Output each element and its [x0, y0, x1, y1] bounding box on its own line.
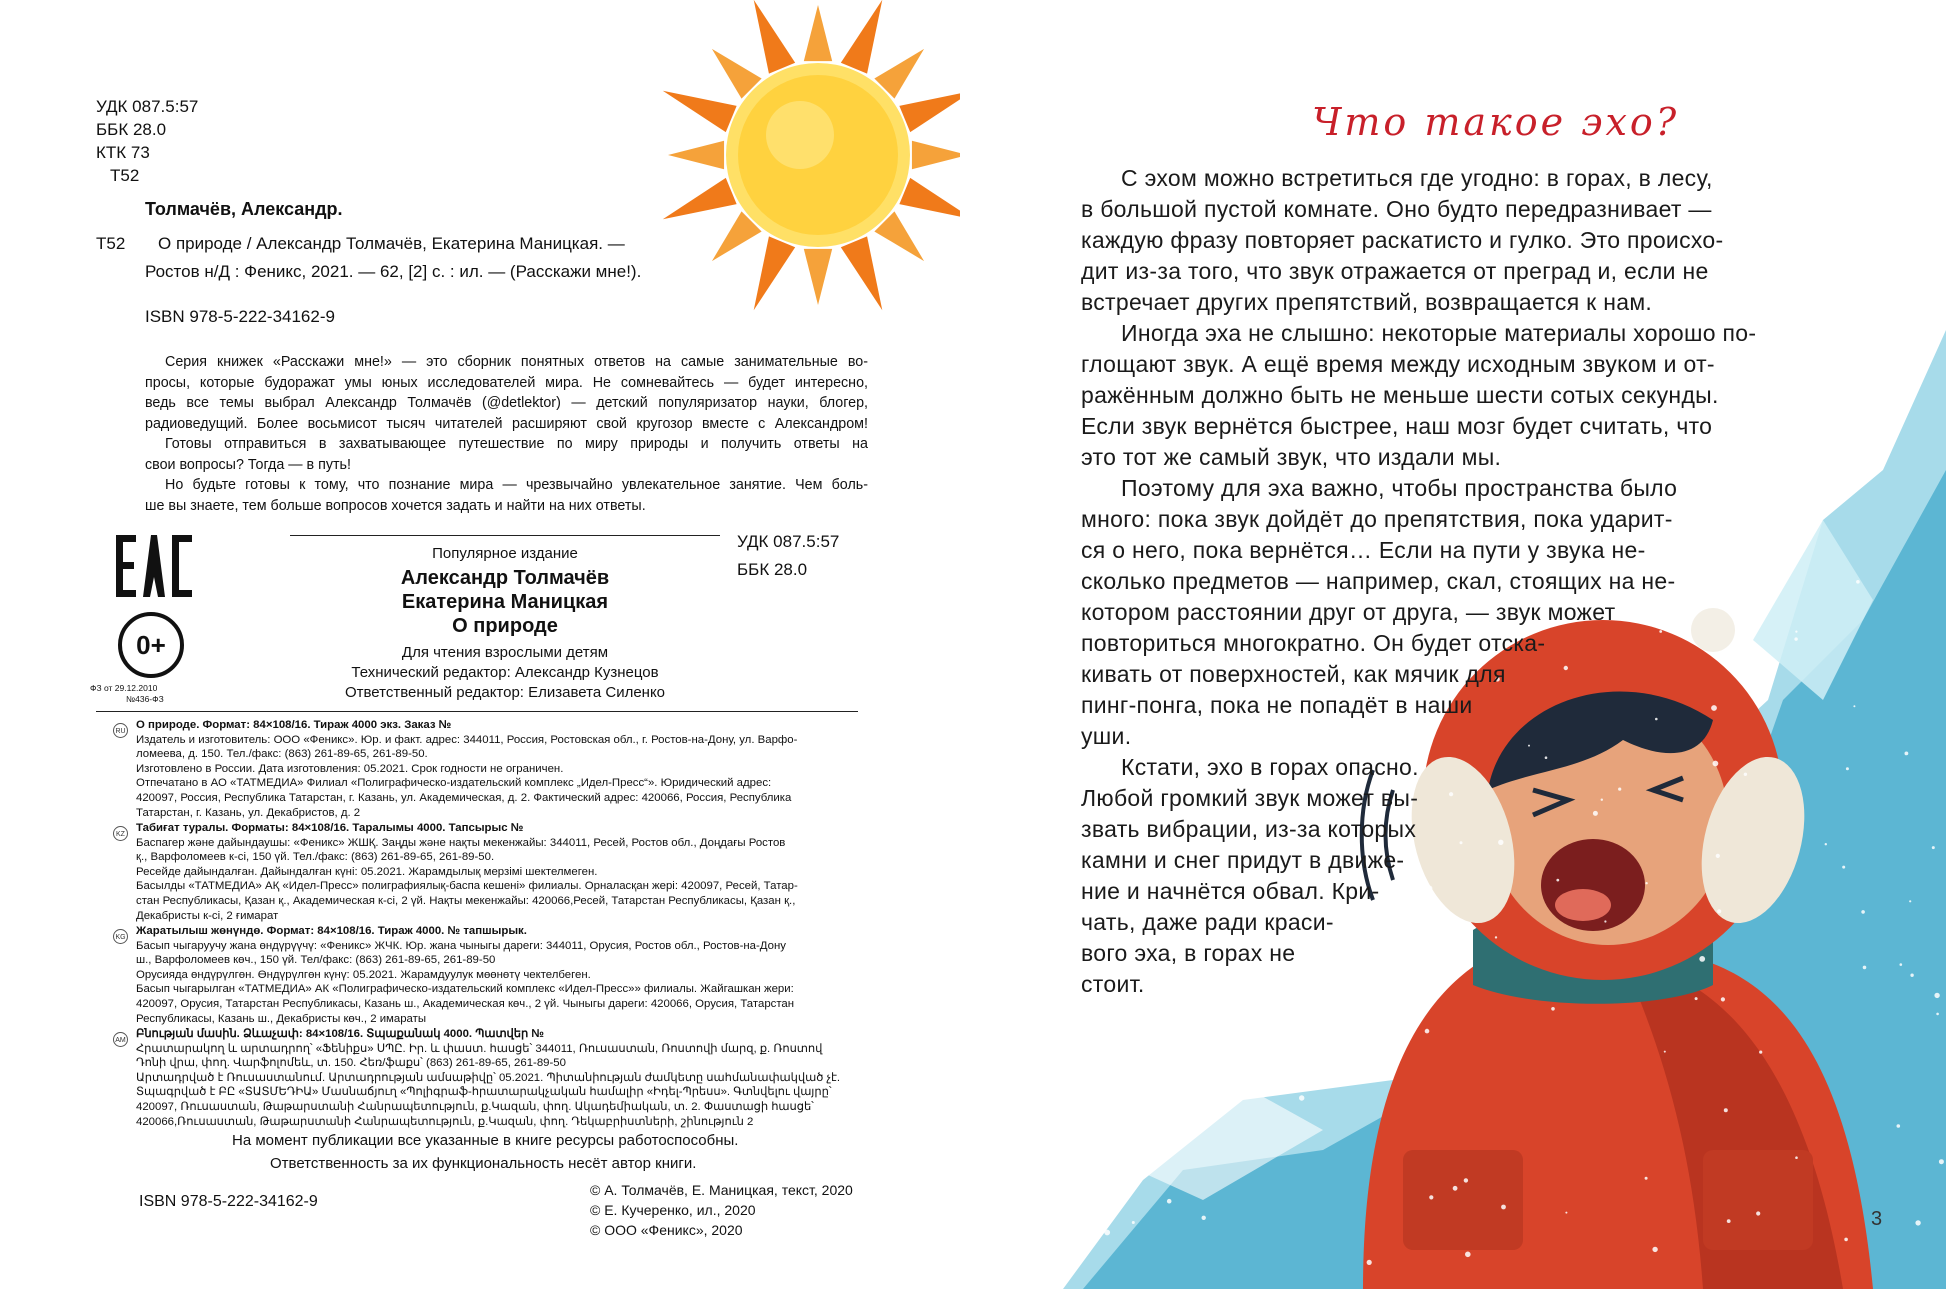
resp-editor: Ответственный редактор: Елизавета Силенко	[344, 684, 666, 701]
snow-dot	[1271, 1078, 1274, 1081]
snow-dot	[1464, 1178, 1468, 1182]
snow-dot	[1655, 718, 1658, 721]
snow-dot	[1202, 1216, 1206, 1220]
snow-dot	[1299, 1095, 1304, 1100]
imprint-kg	[136, 924, 856, 1026]
snow-dot	[1264, 728, 1269, 733]
imprint-line: Басып чыгарылган «ТАТМЕДИА» АК «Полиграфическо-издательский комплекс «Идел-Пресс»» филиалы. Жайгашкан жери:	[136, 983, 794, 996]
snow-dot	[1638, 605, 1641, 608]
imprint-line: Արտադրված է Ռուսաստանում. Արտադրության ամսաթիվը՝ 05.2021. Պիտանիության ժամկետը սահմանափակված չէ.	[136, 1071, 841, 1084]
imprint-ru	[136, 718, 856, 820]
imprint-line: Баспагер және дайындаушы: «Феникс» ЖШҚ. Заңды және нақты мекенжайы: 344011, Ресей, Ростов обл., Доңдағы Ростов	[136, 836, 786, 849]
snow-dot	[1069, 1088, 1073, 1092]
snow-dot	[1067, 778, 1071, 782]
imprint-line: Басып чыгаруучу жана өндүрүүчү: «Феникс» ЖЧК. Юр. жана чыныгы дареги: 344011, Орусия, Ростов обл., Ростов-на-Дону	[136, 939, 786, 952]
snow-dot	[1357, 932, 1361, 936]
bib-line-2: Ростов н/Д : Феникс, 2021. — 62, [2] с. : ил. — (Расскажи мне!).	[145, 262, 642, 281]
snow-dot	[1716, 854, 1720, 858]
chapter-body-line: уши.	[1081, 723, 1132, 749]
lang-badge-ru: RU	[113, 723, 128, 738]
snow-dot	[1721, 997, 1725, 1001]
series-line: Но будьте готовы к тому, что познание мира — чрезвычайно увлекательное занятие. Чем боль-	[165, 477, 868, 493]
copyright-line: © А. Толмачёв, Е. Маницкая, текст, 2020	[590, 1182, 853, 1198]
imprint-line: ш., Варфоломеев көч., 150 үй. Тел/факс: (863) 261-89-65, 261-89-50	[136, 954, 496, 967]
chapter-body-line: пинг-понга, пока не попадёт в наши	[1081, 692, 1473, 718]
snow-dot	[1498, 840, 1503, 845]
chapter-body-line: звать вибрации, из-за которых	[1081, 816, 1417, 842]
sun-ray	[754, 0, 795, 74]
snow-dot	[1900, 963, 1903, 966]
snow-dot	[1932, 846, 1935, 849]
udk-right: УДК 087.5:57	[737, 532, 840, 551]
snow-dot	[1695, 997, 1698, 1000]
chapter-body-line: ражённым должно быть не меньше шести сотых секунды.	[1081, 382, 1719, 408]
coat-pocket	[1403, 1150, 1523, 1250]
series-line: Серия книжек «Расскажи мне!» — это сборник понятных ответов на самые занимательные во-	[165, 354, 868, 370]
sun-ray	[899, 178, 960, 219]
fz-line-1: ФЗ от 29.12.2010	[90, 683, 158, 693]
chapter-body-line: повториться многократно. Он будет отска-	[1081, 630, 1546, 656]
snow-dot	[1104, 1230, 1110, 1236]
snow-dot	[1645, 882, 1647, 884]
snow-dot	[1861, 910, 1865, 914]
snow-dot	[1528, 745, 1530, 747]
snow-dot	[1910, 974, 1913, 977]
snow-dot	[1601, 799, 1603, 801]
snow-dot	[1429, 1195, 1433, 1199]
imprint-line: Жаратылыш жөнүндө. Формат: 84×108/16. Тираж 4000. № тапшырык.	[136, 925, 527, 937]
snow-dot	[1618, 788, 1621, 791]
snow-dot	[1551, 1007, 1555, 1011]
sun-illustration	[650, 0, 960, 330]
snow-dot	[1853, 705, 1855, 707]
snow-dot	[1565, 1212, 1567, 1214]
snow-dot	[1897, 1124, 1901, 1128]
series-line: свои вопросы? Тогда — в путь!	[145, 456, 351, 473]
snow-dot	[1724, 1108, 1728, 1112]
fz-line-2: №436-ФЗ	[126, 694, 164, 704]
bbk-code: ББК 28.0	[96, 120, 167, 139]
eac-mark-icon	[116, 535, 192, 597]
snow-dot	[1756, 1211, 1760, 1215]
coat-pocket	[1703, 1150, 1813, 1250]
imprint-line: ломеева, д. 150. Тел./факс: (863) 261-89-65, 261-89-50.	[136, 748, 428, 761]
author-heading: Толмачёв, Александр.	[145, 199, 343, 219]
chapter-body-line: стоит.	[1081, 971, 1145, 997]
snow-dot	[1711, 705, 1717, 711]
snow-dot	[1167, 1199, 1172, 1204]
chapter-body-line: кивать от поверхностей, как мячик для	[1081, 661, 1506, 687]
snow-dot	[1269, 1023, 1272, 1026]
series-line: просы, которые будоражат умы юных исследователей мира. Не сомневайтесь — будет интересно,	[145, 374, 868, 391]
bib-line-1: О природе / Александр Толмачёв, Екатерина Маницкая. —	[158, 234, 625, 253]
chapter-body-line: котором расстоянии друг от друга, — звук может	[1081, 599, 1616, 625]
snow-dot	[1132, 1221, 1135, 1224]
udk-code: УДК 087.5:57	[96, 97, 199, 116]
copyright-line: © ООО «Феникс», 2020	[590, 1222, 743, 1238]
sun-ray	[899, 91, 960, 132]
snow-dot	[1063, 878, 1065, 882]
snow-dot	[1428, 886, 1433, 891]
page-number: 3	[1871, 1208, 1883, 1230]
snow-dot	[1664, 1051, 1666, 1053]
snow-dot	[1460, 841, 1463, 844]
resources-line-1: На момент публикации все указанные в книге ресурсы работоспособны.	[232, 1132, 739, 1149]
snow-dot	[1645, 1177, 1648, 1180]
tech-editor: Технический редактор: Александр Кузнецов	[351, 664, 659, 681]
ktk-code: КТК 73	[96, 143, 150, 162]
book-title: О природе	[452, 615, 558, 637]
snow-dot	[1795, 631, 1797, 633]
chapter-body-line: сколько предметов — например, скал, стоящих на не-	[1081, 568, 1676, 594]
snow-dot	[1934, 993, 1939, 998]
snow-dot	[1699, 956, 1705, 962]
snow-dot	[1909, 900, 1911, 902]
imprint-line: Տպագրված է ԲԸ «ՏԱՏՄԵԴԻԱ» Մասնաճյուղ «Պոլիգրաֆ-հրատարակչական համալիր «Իդել-Պրեսս». Գտնվելու վայրը՝	[136, 1086, 832, 1099]
series-description	[145, 352, 868, 516]
snow-dot	[1465, 1252, 1471, 1258]
snow-dot	[1825, 843, 1827, 845]
imprint-divider	[96, 711, 858, 712]
snow-dot	[1863, 966, 1867, 970]
series-line: ведь все темы выбрал Александр Толмачёв (@detlektor) — детский популяризатор науки, блогер,	[145, 395, 868, 411]
snow-dot	[1197, 1049, 1202, 1054]
chapter-body-line: Любой громкий звук может вы-	[1081, 785, 1419, 811]
snow-dot	[1173, 1066, 1178, 1071]
age-rating-badge: 0+	[118, 612, 184, 678]
imprint-kz	[136, 821, 856, 923]
chapter-title: Что такое эхо?	[1312, 100, 1680, 144]
imprint-line: Հրատարակող և արտադրող՝ «Ֆենիքս» ՍՊԸ. Իր. և փաստ. հասցե՝ 344011, Ռուսաստան, Ռոստովի մարզ, ք. Ռոստով	[136, 1042, 823, 1055]
snow-dot	[1717, 909, 1721, 913]
snow-dot	[1727, 1219, 1731, 1223]
snow-dot	[1846, 767, 1849, 770]
isbn-bottom: ISBN 978-5-222-34162-9	[139, 1193, 318, 1210]
chapter-body-line: каждую фразу повторяет раскатисто и гулко. Это происхо-	[1081, 227, 1724, 253]
snow-dot	[1604, 920, 1606, 922]
chapter-body-line: Кстати, эхо в горах опасно.	[1121, 754, 1419, 780]
snow-dot	[1367, 1260, 1372, 1265]
hood-pompom	[1691, 608, 1735, 652]
snow-dot	[1564, 666, 1568, 670]
sun-ray	[668, 141, 724, 169]
snow-dot	[1759, 1051, 1762, 1054]
imprint-am	[136, 1027, 856, 1129]
snow-dot	[1842, 866, 1845, 869]
lang-badge-kz: KZ	[113, 826, 128, 841]
for-reading: Для чтения взрослыми детям	[401, 644, 609, 661]
imprint-line: Издатель и изготовитель: ООО «Феникс». Юр. и факт. адрес: 344011, Россия, Ростовская обл., г. Ростов-на-Дону, ул. Варфо-	[136, 733, 798, 746]
imprint-line: Табиғат туралы. Форматы: 84×108/16. Таралымы 4000. Тапсырыс №	[136, 822, 524, 834]
chapter-body-line: вого эха, в горах не	[1081, 940, 1296, 966]
snow-dot	[1659, 630, 1662, 633]
lang-badge-am: AM	[113, 1032, 128, 1047]
chapter-body-line: встречает других препятствий, возвращается к нам.	[1081, 289, 1653, 315]
imprint-line: Республикасы, Казань ш., Декабристы көч., 2 имараты	[136, 1012, 427, 1025]
snow-dot	[1794, 637, 1797, 640]
chapter-body-line: Поэтому для эха важно, чтобы пространства было	[1121, 475, 1678, 501]
sun-ray	[804, 5, 832, 61]
boy-tongue	[1555, 889, 1611, 921]
author-mark: Т52	[110, 166, 140, 185]
imprint-line: Դոնի վրա, փող. Վարֆոլոմեև, տ. 150. Հեռ/ֆաքս՝ (863) 261-89-65, 261-89-50	[136, 1057, 566, 1070]
chapter-body-line: С эхом можно встретиться где угодно: в горах, в лесу,	[1121, 165, 1713, 191]
snow-dot	[1652, 1247, 1657, 1252]
bib-code: Т52	[96, 234, 126, 253]
sun-ray	[663, 178, 737, 219]
snow-dot	[1936, 1013, 1939, 1016]
bbk-right: ББК 28.0	[737, 560, 808, 579]
series-line: Готовы отправиться в захватывающее путешествие по миру природы и получить ответы на	[165, 436, 868, 452]
sun-ray	[804, 249, 832, 305]
imprint-line: О природе. Формат: 84×108/16. Тираж 4000 экз. Заказ №	[136, 719, 452, 731]
snow-dot	[1915, 1220, 1920, 1225]
chapter-body-line: дит из-за того, что звук отражается от преград и, если не	[1081, 258, 1709, 284]
imprint-line: Басылды «ТАТМЕДИА» АҚ «Идел-Пресс» полиграфиялық-баспа кешені» филиалы. Орналасқан жері: 420097, Ресей, Татар-	[136, 880, 798, 893]
lang-badge-kg: KG	[113, 929, 128, 944]
snow-dot	[1545, 756, 1548, 759]
snow-dot	[1130, 1183, 1134, 1187]
copyright-block	[590, 1180, 853, 1240]
snow-dot	[1744, 773, 1747, 776]
chapter-body-line: много: пока звук дойдёт до препятствия, пока ударит-	[1081, 506, 1673, 532]
snow-dot	[1267, 1076, 1270, 1079]
imprint-line: 420097, Орусия, Татарстан Республикасы, Казань ш., Академическая көч., 2 үй. Чыныгы дареги: 420066, Орусия, Татарстан	[136, 997, 795, 1010]
chapter-body-line: это тот же самый звук, что издали мы.	[1081, 444, 1502, 470]
snow-dot	[1939, 1159, 1944, 1164]
left-page	[0, 0, 960, 1289]
divider-line	[290, 535, 720, 536]
snow-dot	[1335, 979, 1337, 981]
imprint-line: Декабристы к-сі, 2 ғимарат	[136, 909, 279, 922]
snow-dot	[1844, 1238, 1848, 1242]
chapter-body-line: в большой пустой комнате. Оно будто передразнивает —	[1081, 196, 1712, 222]
snow-dot	[1501, 1205, 1506, 1210]
copyright-line: © Е. Кучеренко, ил., 2020	[590, 1202, 756, 1218]
classification-codes	[96, 95, 198, 187]
chapter-body-line: Иногда эха не слышно: некоторые материалы хорошо по-	[1121, 320, 1757, 346]
snow-dot	[1713, 761, 1719, 767]
chapter-body-line: ние и начнётся обвал. Кри-	[1081, 878, 1380, 904]
snow-dot	[1556, 879, 1559, 882]
snow-dot	[1593, 811, 1598, 816]
imprint-line: Բնության մասին. Ձևաչափ: 84×108/16. Տպաքանակ 4000. Պատվեր №	[136, 1028, 545, 1040]
series-line: ше вы знаете, тем больше вопросов хочется задать и найти на них ответы.	[145, 497, 646, 514]
snow-dot	[1495, 936, 1497, 938]
resources-line-2: Ответственность за их функциональность несёт автор книги.	[270, 1155, 697, 1172]
sun-ray	[663, 91, 737, 132]
imprint-line: Изготовлено в России. Дата изготовления: 05.2021. Срок годности не ограничен.	[136, 762, 564, 775]
chapter-body-line: чать, даже ради краси-	[1081, 909, 1334, 935]
sun-ray	[754, 236, 795, 310]
snow-dot	[1449, 792, 1453, 796]
author-1: Александр Толмачёв	[400, 567, 610, 589]
snow-dot	[1795, 1156, 1798, 1159]
series-line: радиоведущий. Более восьмисот тысяч читателей расширяют свой кругозор вместе с Александром!	[145, 415, 868, 432]
right-page	[1063, 0, 1946, 1289]
imprint-line: Татарстан, г. Казань, ул. Декабристов, д. 2	[136, 806, 361, 819]
snow-dot	[1905, 752, 1909, 756]
chapter-body-line: камни и снег придут в движе-	[1081, 847, 1405, 873]
imprint-line: Отпечатано в АО «ТАТМЕДИА» Филиал «Полиграфическо-издательский комплекс „Идел-Пресс“». Юридический адрес:	[136, 777, 772, 790]
imprint-line: 420097, Россия, Республика Татарстан, г. Казань, ул. Академическая, д. 2. Фактический адрес: 420066, Россия, Республика	[136, 791, 792, 804]
imprint-line: қ., Варфоломеев к-сі, 150 үй. Тел./факс: (863) 261-89-65, 261-89-50.	[136, 851, 495, 864]
imprint-line: Ресейде дайындалған. Дайындалған күні: 05.2021. Жарамдылық мерзімі шектелмеген.	[136, 865, 598, 878]
imprint-line: 420066,Ռուսաստան, Թաթարստանի Հանրապետություն, ք.Կազան, փող. Դեկաբրիստների, շինություն 2	[136, 1115, 754, 1128]
snow-dot	[1856, 580, 1860, 584]
author-2: Екатерина Маницкая	[401, 591, 609, 613]
chapter-body-line: ся о него, пока вернётся… Если на пути у звука не-	[1081, 537, 1646, 563]
isbn-top: ISBN 978-5-222-34162-9	[145, 307, 335, 326]
popular-edition: Популярное издание	[432, 545, 578, 562]
snow-dot	[1065, 982, 1067, 984]
sun-ray	[912, 141, 960, 169]
snow-dot	[1453, 1186, 1458, 1191]
chapter-body-line: Если звук вернётся быстрее, наш мозг будет считать, что	[1081, 413, 1713, 439]
snow-dot	[1425, 1029, 1430, 1034]
chapter-body-line: глощают звук. А ещё время между исходным звуком и от-	[1081, 351, 1715, 377]
imprint-line: Орусияда өндүрүлгөн. Өндүрүлгөн күнү: 05.2021. Жарамдуулук мөөнөтү чектелбеген.	[136, 968, 591, 981]
imprint-line: стан Республикасы, Қазан қ., Академическая к-сі, 2 үй. Нақты мекенжайы: 420066,Ресей, Татарстан Республикасы, Қазан қ.,	[136, 894, 796, 907]
sun-ray	[841, 236, 882, 310]
sun-ray	[841, 0, 882, 74]
snow-dot	[1139, 736, 1143, 740]
page-gutter	[960, 0, 1063, 1289]
imprint-line: 420097, Ռուսաստան, Թաթարստանի Հանրապետություն, ք.Կազան, փող. Ակադեմիական, տ. 2. Փաստացի հասցե՝	[136, 1100, 814, 1113]
